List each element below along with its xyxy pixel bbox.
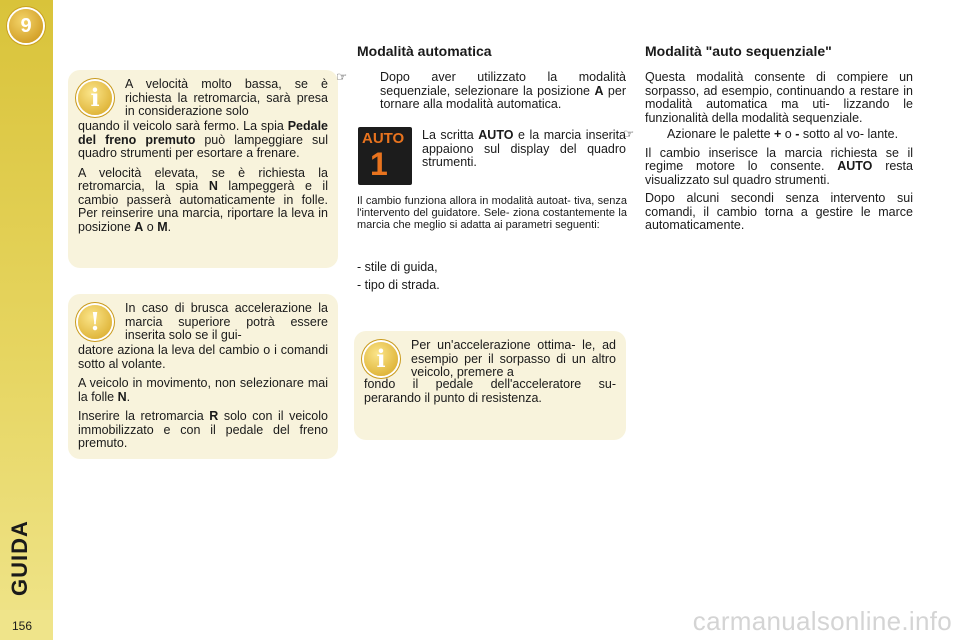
- middle-arrow-paragraph: ☞ Dopo aver utilizzato la modalità sequenziale, selezionare la posizione A per tornare alla modalità automatica.: [336, 70, 626, 111]
- bullet-item: - stile di guida,: [357, 260, 438, 274]
- info-middle-rest: fondo il pedale dell'acceleratore su- perarando il punto di resistenza.: [364, 377, 616, 405]
- info-box-middle: [354, 331, 626, 440]
- info-box-left: [68, 70, 338, 268]
- info-left-indented: A velocità molto bassa, se è richiesta la retromarcia, sarà presa in considerazione solo: [125, 77, 328, 118]
- page-number: 156: [12, 619, 33, 633]
- info-icon: i: [364, 342, 398, 376]
- hand-arrow-icon: ☞: [336, 70, 348, 84]
- middle-display-paragraph: La scritta AUTO e la marcia inserita appaiono sul display del quadro strumenti.: [422, 128, 627, 169]
- warning-left-indented: In caso di brusca accelerazione la marcia superiore potrà essere inserita solo se il gui-: [125, 301, 328, 342]
- page-number-box: [0, 610, 53, 640]
- middle-small-paragraph: Il cambio funziona allora in modalità autoat- tiva, senza l'intervento del guidatore. Sele- ziona costantemente la marcia che meglio si adatta ai parametri seguenti:: [357, 195, 627, 231]
- section-label: GUIDA: [7, 520, 32, 596]
- info-icon: i: [78, 81, 112, 115]
- right-title: Modalità "auto sequenziale": [645, 43, 832, 59]
- info-middle-indented: Per un'accelerazione ottima- le, ad esempio per il sorpasso di un altro veicolo, premere a: [411, 338, 616, 379]
- warning-left-body: datore aziona la leva del cambio o i comandi sotto al volante. A veicolo in movimento, non selezionare mai la folle N. Inserire la retromarcia R solo con il veicolo immobilizzato e con il pedale del freno premuto.: [78, 343, 328, 450]
- warning-icon: !: [78, 305, 112, 339]
- info-left-body: quando il veicolo sarà fermo. La spia Pedale del freno premuto può lampeggiare sul quadro strumenti per esortare a frenare. A velocità elevata, se è richiesta la retromarcia, la spia N lampeggerà e il cambio passerà automaticamente in folle. Per reinserire una marcia, riportare la leva in posizione A o M.: [78, 119, 329, 234]
- hand-arrow-icon: ☞: [623, 127, 635, 141]
- middle-title: Modalità automatica: [357, 43, 492, 59]
- right-column-body: Questa modalità consente di compiere un sorpasso, ad esempio, continuando a restare in modalità automatica ma uti- lizzando le funzionalità della modalità sequenziale. ☞ Azionare le palette + o - sotto al vo- lante. Il cambio inserisce la marcia richiesta se il regime motore lo consente. AUTO resta visualizzato sul quadro strumenti. Dopo alcuni secondi senza intervento sui comandi, il cambio torna a gestire le marce automaticamente.: [623, 70, 913, 232]
- chapter-sidebar: [0, 0, 53, 640]
- middle-bullet-list: [357, 258, 627, 294]
- auto-display-icon: AUTO 1: [358, 127, 412, 185]
- chapter-number: 9: [20, 15, 32, 37]
- chapter-badge-icon: [9, 9, 43, 43]
- watermark: carmanualsonline.info: [692, 606, 952, 636]
- warning-box-left: [68, 294, 338, 459]
- bullet-item: - tipo di strada.: [357, 278, 440, 292]
